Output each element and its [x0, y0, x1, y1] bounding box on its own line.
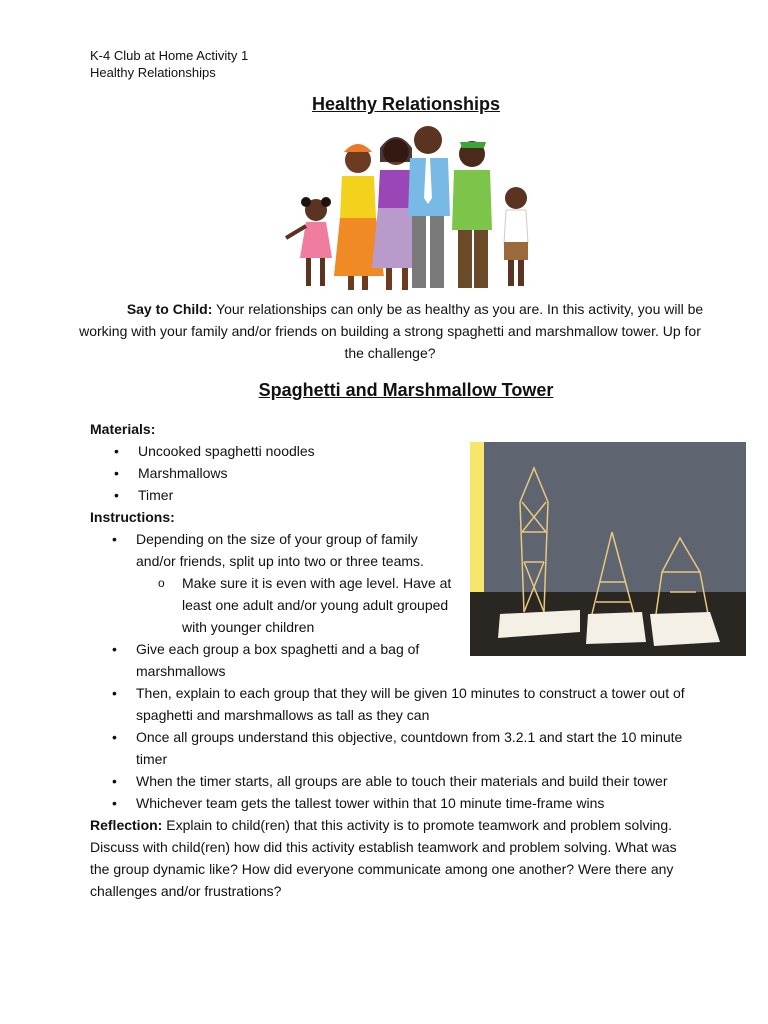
reflection-label: Reflection:: [90, 817, 163, 833]
say-label: Say to Child:: [126, 301, 213, 317]
woman-orange-figure: [334, 144, 384, 290]
instruction-step: • Then, explain to each group that they will be given 10 minutes to construct a tower out of spaghetti and marshmallows as tall as they can: [90, 682, 690, 726]
instruction-substep: o Make sure it is even with age level. Have at least one adult and/or young adult grouped with younger children: [136, 572, 462, 638]
reflection-text: Explain to child(ren) that this activity is to promote teamwork and problem solving. Discuss with child(ren) how did this activity establish teamwork and problem solving. What was the group dynamic like? How did everyone communicate among one another? Were there any challenges and/or frustrations?: [90, 817, 677, 899]
family-illustration: [280, 118, 540, 298]
say-text: Your relationships can only be as healthy as you are. In this activity, you will be working with your family and/or friends on building a strong spaghetti and marshmallow tower. Up for the challenge?: [79, 301, 704, 361]
instruction-step: • When the timer starts, all groups are able to touch their materials and build their tower: [90, 770, 690, 792]
instructions-list: [90, 528, 690, 814]
materials-list: [90, 440, 690, 506]
man-green-figure: [452, 141, 492, 288]
instruction-step: [90, 528, 452, 638]
page-title: Healthy Relationships: [311, 94, 501, 114]
materials-item: • Timer: [90, 484, 690, 506]
header: [90, 47, 248, 81]
say-to-child-paragraph: [74, 298, 706, 364]
instruction-sublist: [136, 572, 452, 638]
materials-label: Materials:: [90, 421, 156, 437]
materials-item: • Marshmallows: [90, 462, 690, 484]
man-blue-figure: [408, 126, 450, 288]
instruction-step-text: Depending on the size of your group of family and/or friends, split up into two or three teams.: [136, 531, 424, 569]
instructions-label: Instructions:: [90, 509, 175, 525]
instruction-step: • Once all groups understand this objective, countdown from 3.2.1 and start the 10 minute timer: [90, 726, 690, 770]
instruction-step: • Give each group a box spaghetti and a bag of marshmallows: [90, 638, 446, 682]
body-text: [90, 418, 690, 902]
boy-right-figure: [504, 187, 528, 286]
instruction-step: • Whichever team gets the tallest tower within that 10 minute time-frame wins: [90, 792, 690, 814]
materials-item: • Uncooked spaghetti noodles: [90, 440, 690, 462]
header-line-2: Healthy Relationships: [90, 65, 216, 80]
activity-title: Spaghetti and Marshmallow Tower: [258, 380, 554, 400]
header-line-1: K-4 Club at Home Activity 1: [90, 48, 249, 63]
child-left-figure: [286, 197, 332, 286]
reflection-paragraph: [90, 814, 690, 902]
